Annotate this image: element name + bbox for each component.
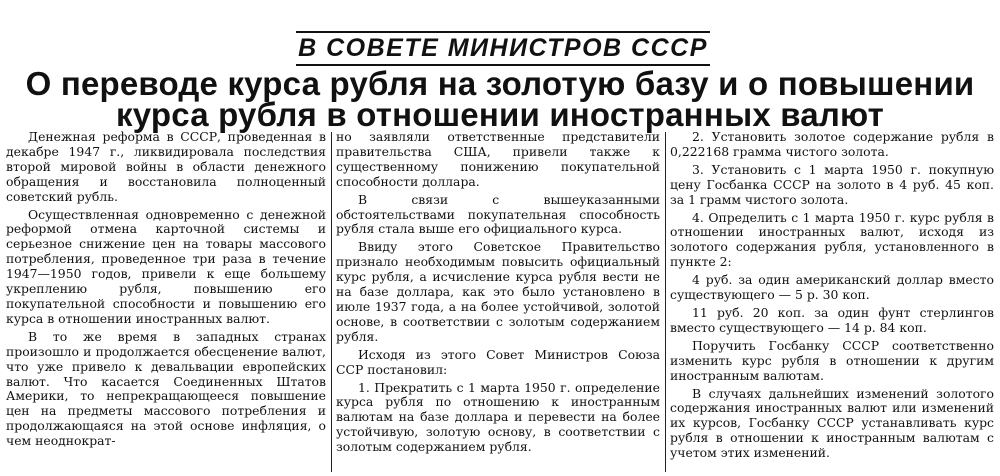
column-3 (670, 130, 994, 476)
paragraph: В случаях дальнейших изменений золотого содержания иностранных валют или изменений их курсов, Госбанку СССР устанавливать курс рубля в отношении к иностранным валютам с учетом этих изменений. (670, 385, 994, 461)
exchange-rate-pound: 11 руб. 20 коп. за один фунт стерлингов вместо существующего — 14 р. 84 коп. (670, 304, 994, 335)
column-divider (665, 132, 666, 472)
column-1 (6, 130, 326, 476)
article-headline (0, 65, 1000, 133)
paragraph: Ввиду этого Советское Правительство признало необходимым повысить официальный курс рубля, а исчисление курса рубля вести не на базе доллара, как это было установлено в июле 1937 года, а на более устойчивой, золотой основе, в соответствии с золотым содержанием рубля. (336, 239, 660, 344)
rubric-heading: В СОВЕТЕ МИНИСТРОВ СССР (298, 34, 708, 62)
article-body (6, 130, 994, 476)
headline-line-1: О переводе курса рубля на золотую базу и о повышении (25, 65, 975, 102)
decree-item-3: 3. Установить с 1 марта 1950 г. покупную цену Госбанка СССР на золото в 4 руб. 45 коп. за 1 грамм чистого золота. (670, 161, 994, 207)
paragraph: Поручить Госбанку СССР соответственно изменить курс рубля в отношении к другим иностранным валютам. (670, 337, 994, 383)
decree-item-4: 4. Определить с 1 марта 1950 г. курс рубля в отношении иностранных валют, исходя из золотого содержания рубля, установленного в пункте 2: (670, 209, 994, 270)
decree-item-2: 2. Установить золотое содержание рубля в 0,222168 грамма чистого золота. (670, 130, 994, 159)
paragraph: В то же время в западных странах произошло и продолжается обесценение валют, что уже привело к девальвации европейских валют. Что касается Соединенных Штатов Америки, то непрекращающееся повышение цен на предметы массового потребления и продолжающаяся на этой основе инфляция, о чем неоднократ- (6, 328, 326, 449)
paragraph-continued: но заявляли ответственные представители правительства США, привели также к существенному понижению покупательной способности доллара. (336, 130, 660, 189)
paragraph: Исходя из этого Совет Министров Союза ССР постановил: (336, 346, 660, 377)
paragraph: В связи с вышеуказанными обстоятельствами покупательная способность рубля стала выше его официального курса. (336, 191, 660, 237)
column-2 (336, 130, 660, 476)
decree-item-1: 1. Прекратить с 1 марта 1950 г. определение курса рубля по отношению к иностранным валютам на базе доллара и перевести на более устойчивую, золотую основу, в соответствии с золотым содержанием рубля. (336, 379, 660, 455)
exchange-rate-dollar: 4 руб. за один американский доллар вместо существующего — 5 р. 30 коп. (670, 272, 994, 303)
headline-line-2: курса рубля в отношении иностранных валют (116, 96, 884, 133)
paragraph: Денежная реформа в СССР, проведенная в декабре 1947 г., ликвидировала последствия второй мировой войны в области денежного обращения и восстановила полноценный советский рубль. (6, 130, 326, 204)
paragraph: Осуществленная одновременно с денежной реформой отмена карточной системы и серьезное снижение цен на товары массового потребления, проведенное три раза в течение 1947—1950 годов, привели к еще большему укреплению рубля, повышению его покупательной способности и повышению его курса в отношении иностранных валют. (6, 206, 326, 326)
column-divider (331, 132, 332, 472)
